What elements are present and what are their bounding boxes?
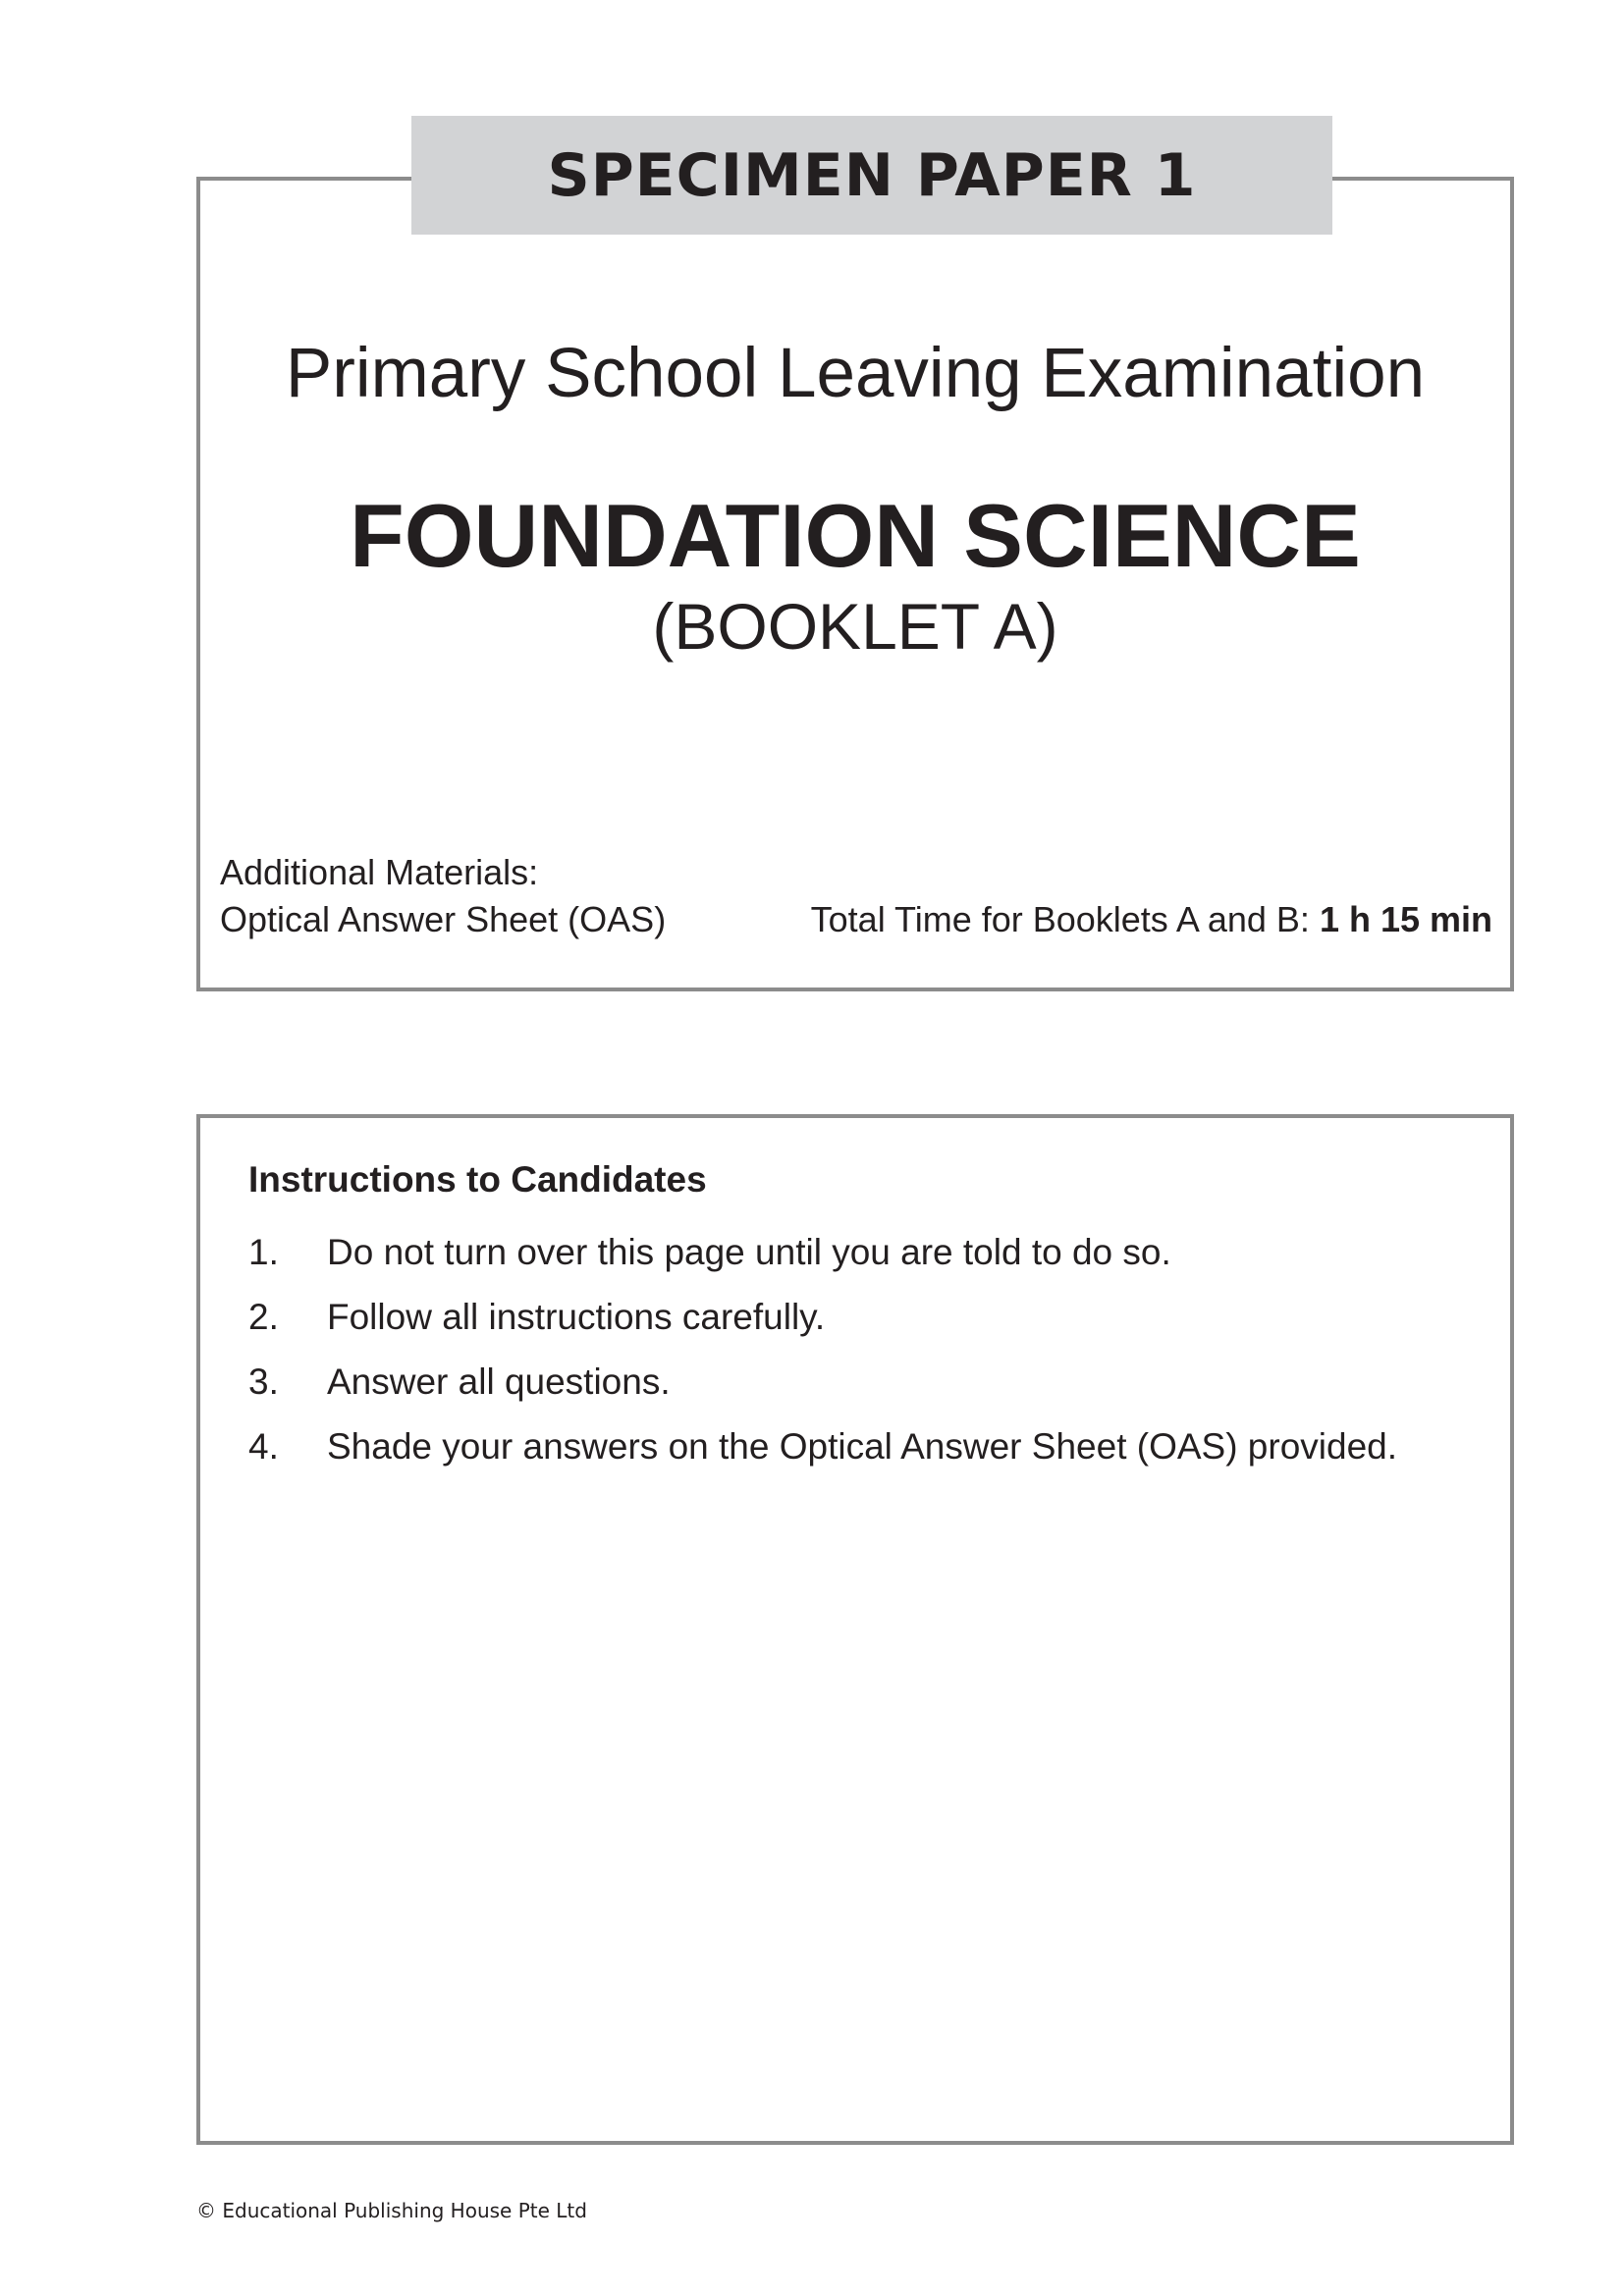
copyright-notice: © Educational Publishing House Pte Ltd: [196, 2199, 587, 2222]
instruction-item: [248, 1426, 1397, 1491]
materials-item: Optical Answer Sheet (OAS): [220, 899, 667, 939]
instruction-number: 2.: [248, 1297, 279, 1337]
instruction-text: Follow all instructions carefully.: [327, 1297, 826, 1337]
total-time: [811, 899, 1492, 940]
instruction-text: Answer all questions.: [327, 1362, 671, 1402]
booklet-label: (BOOKLET A): [652, 590, 1058, 663]
instruction-list: [248, 1232, 1397, 1491]
instructions-heading: Instructions to Candidates: [248, 1159, 707, 1200]
instruction-text: Do not turn over this page until you are told to do so.: [327, 1232, 1171, 1272]
instruction-text: Shade your answers on the Optical Answer Sheet (OAS) provided.: [327, 1426, 1398, 1467]
instruction-item: [248, 1362, 1397, 1426]
specimen-tab: [411, 116, 1332, 235]
total-time-label: Total Time for Booklets A and B:: [810, 899, 1320, 939]
materials-heading: Additional Materials:: [220, 852, 539, 892]
specimen-title: SPECIMEN PAPER 1: [547, 140, 1197, 210]
instruction-number: 3.: [248, 1362, 279, 1402]
subject-title: FOUNDATION SCIENCE: [350, 487, 1361, 586]
instruction-item: [248, 1297, 1397, 1362]
instruction-number: 4.: [248, 1426, 279, 1467]
instruction-number: 1.: [248, 1232, 279, 1272]
instruction-item: [248, 1232, 1397, 1297]
exam-name: Primary School Leaving Examination: [285, 335, 1426, 412]
total-time-value: 1 h 15 min: [1319, 899, 1492, 939]
